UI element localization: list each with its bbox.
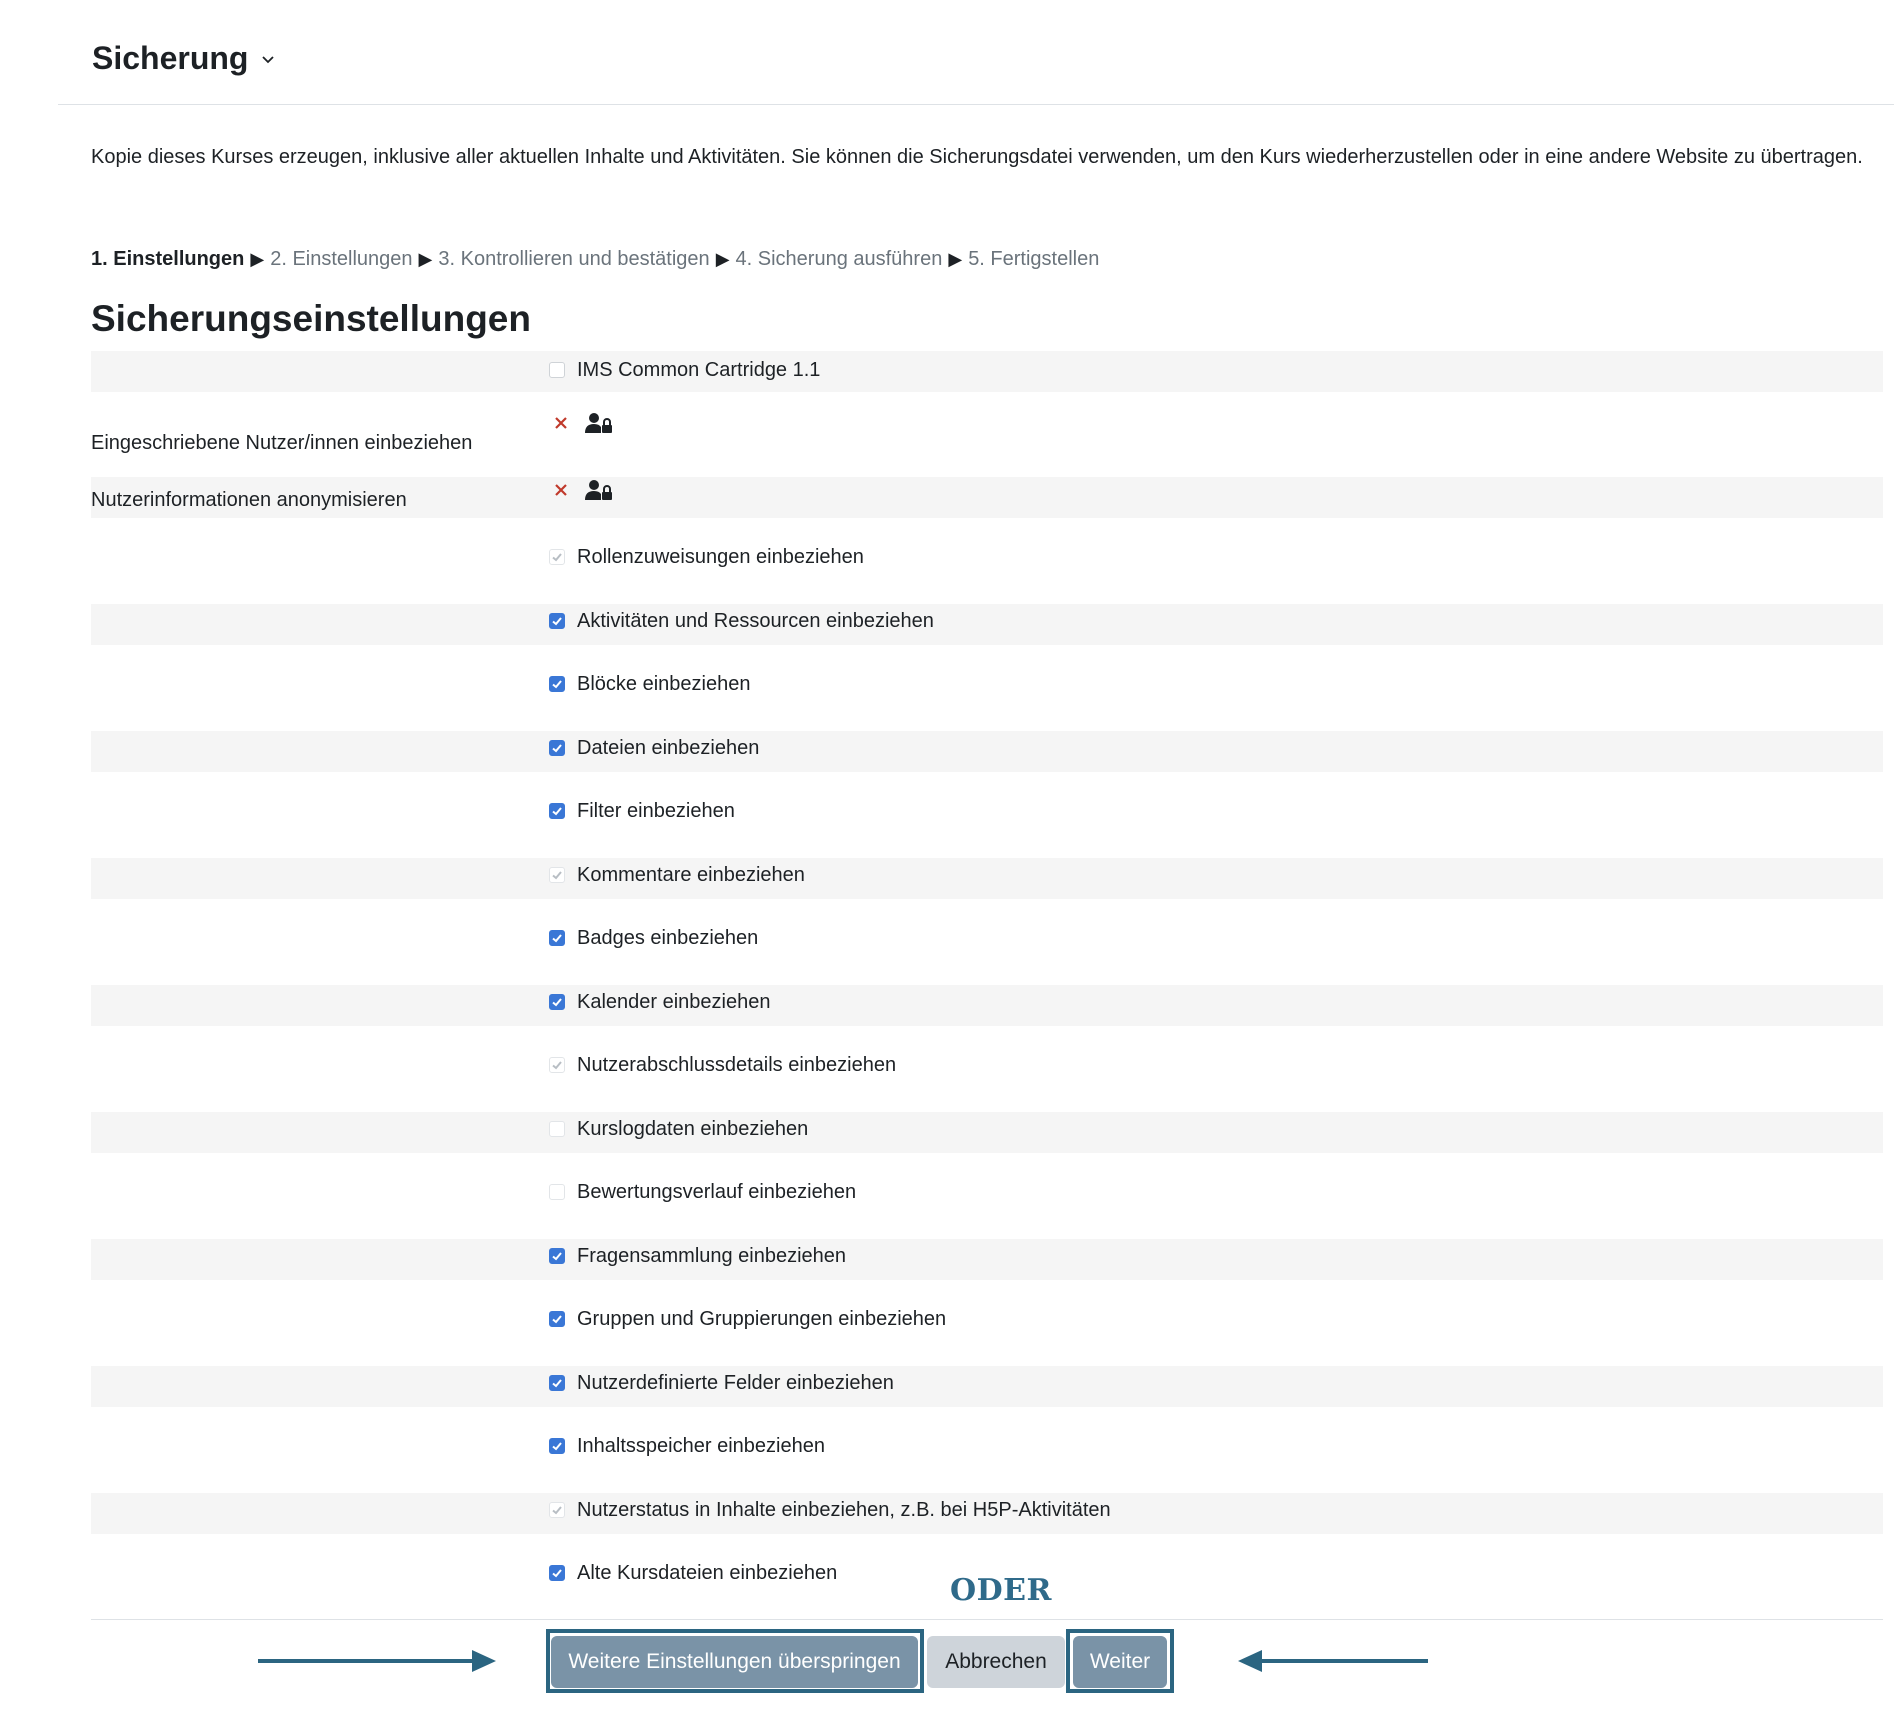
- setting-row-users: [91, 392, 1883, 477]
- setting-label: IMS Common Cartridge 1.1: [577, 358, 821, 381]
- setting-control: [549, 412, 613, 434]
- intro-text: Kopie dieses Kurses erzeugen, inklusive aller aktuellen Inhalte und Aktivitäten. Sie können die Sicherungsdatei verwenden, um den Kurs wiederherzustellen oder in eine andere Website zu übertragen.: [91, 146, 1863, 168]
- setting-label: Gruppen und Gruppierungen einbeziehen: [577, 1307, 947, 1330]
- setting-label: Kalender einbeziehen: [577, 990, 771, 1013]
- setting-label: Blöcke einbeziehen: [577, 672, 751, 695]
- setting-label: Kommentare einbeziehen: [577, 863, 805, 886]
- step-2: 2. Einstellungen: [270, 248, 413, 270]
- oder-annotation: ODER: [950, 1573, 1052, 1608]
- setting-control[interactable]: [549, 546, 864, 568]
- setting-row-calendar: [91, 985, 1883, 1026]
- setting-label: Bewertungsverlauf einbeziehen: [577, 1180, 857, 1203]
- setting-control[interactable]: [549, 359, 820, 381]
- setting-row-blocks: [91, 645, 1883, 731]
- setting-label: Alte Kursdateien einbeziehen: [577, 1561, 838, 1584]
- section-heading: Sicherungseinstellungen: [91, 298, 531, 339]
- settings-list: [91, 351, 1883, 1604]
- setting-row-customfields: [91, 1366, 1883, 1407]
- page-title: Sicherung: [92, 40, 249, 76]
- setting-control[interactable]: [549, 1054, 896, 1076]
- step-5: 5. Fertigstellen: [968, 248, 1100, 270]
- no-icon: [553, 415, 569, 431]
- skip-settings-button[interactable]: Weitere Einstellungen überspringen: [551, 1636, 918, 1688]
- setting-row-comments: [91, 858, 1883, 899]
- checkbox[interactable]: [549, 930, 565, 946]
- setting-label: Fragensammlung einbeziehen: [577, 1244, 847, 1267]
- progress-steps: [91, 248, 1099, 271]
- checkbox[interactable]: [549, 740, 565, 756]
- cancel-button[interactable]: Abbrechen: [927, 1636, 1065, 1688]
- setting-control[interactable]: [549, 800, 735, 822]
- checkbox[interactable]: [549, 1375, 565, 1391]
- checkbox[interactable]: [549, 613, 565, 629]
- setting-label: Dateien einbeziehen: [577, 736, 760, 759]
- setting-control[interactable]: [549, 1499, 1111, 1521]
- setting-label-left: Nutzerinformationen anonymisieren: [91, 489, 407, 511]
- step-arrow-icon: ▶: [250, 249, 265, 269]
- setting-control[interactable]: [549, 610, 934, 632]
- step-1: 1. Einstellungen: [91, 248, 245, 270]
- chevron-down-icon: [260, 51, 276, 67]
- page-title-dropdown[interactable]: [92, 40, 276, 77]
- next-button[interactable]: Weiter: [1073, 1636, 1167, 1688]
- checkbox[interactable]: [549, 549, 565, 565]
- checkbox[interactable]: [549, 803, 565, 819]
- checkbox[interactable]: [549, 1184, 565, 1200]
- setting-row-gradehistory: [91, 1153, 1883, 1239]
- setting-control[interactable]: [549, 1181, 856, 1203]
- setting-row-completion: [91, 1026, 1883, 1112]
- setting-control: [549, 479, 613, 501]
- step-arrow-icon: ▶: [948, 249, 963, 269]
- setting-label: Filter einbeziehen: [577, 799, 735, 822]
- setting-label: Nutzerabschlussdetails einbeziehen: [577, 1053, 897, 1076]
- checkbox[interactable]: [549, 676, 565, 692]
- checkbox[interactable]: [549, 1248, 565, 1264]
- setting-label-left: Eingeschriebene Nutzer/innen einbeziehen: [91, 432, 473, 454]
- setting-row-files: [91, 731, 1883, 772]
- setting-label: Rollenzuweisungen einbeziehen: [577, 545, 864, 568]
- setting-row-activities: [91, 604, 1883, 645]
- checkbox[interactable]: [549, 1565, 565, 1581]
- setting-row-anonymize: [91, 477, 1883, 518]
- no-icon: [553, 482, 569, 498]
- setting-row-logs: [91, 1112, 1883, 1153]
- checkbox[interactable]: [549, 1121, 565, 1137]
- checkbox[interactable]: [549, 1057, 565, 1073]
- setting-label: Nutzerstatus in Inhalte einbeziehen, z.B. bei H5P-Aktivitäten: [577, 1498, 1111, 1521]
- setting-row-xapistate: [91, 1493, 1883, 1534]
- setting-label: Kurslogdaten einbeziehen: [577, 1117, 809, 1140]
- step-arrow-icon: ▶: [715, 249, 730, 269]
- setting-control[interactable]: [549, 737, 759, 759]
- step-3: 3. Kontrollieren und bestätigen: [438, 248, 710, 270]
- setting-control[interactable]: [549, 1245, 846, 1267]
- page-header: [58, 0, 1894, 105]
- user-lock-icon: [585, 478, 613, 502]
- setting-control[interactable]: [549, 927, 758, 949]
- setting-row-filters: [91, 772, 1883, 858]
- setting-row-groups: [91, 1280, 1883, 1366]
- setting-control[interactable]: [549, 991, 771, 1013]
- form-divider: [91, 1619, 1883, 1620]
- step-arrow-icon: ▶: [418, 249, 433, 269]
- checkbox[interactable]: [549, 994, 565, 1010]
- setting-label: Badges einbeziehen: [577, 926, 759, 949]
- setting-label: Inhaltsspeicher einbeziehen: [577, 1434, 825, 1457]
- checkbox[interactable]: [549, 362, 565, 378]
- user-lock-icon: [585, 411, 613, 435]
- step-4: 4. Sicherung ausführen: [735, 248, 943, 270]
- setting-control[interactable]: [549, 673, 750, 695]
- setting-control[interactable]: [549, 1118, 808, 1140]
- setting-label: Nutzerdefinierte Felder einbeziehen: [577, 1371, 894, 1394]
- setting-label: Aktivitäten und Ressourcen einbeziehen: [577, 609, 934, 632]
- checkbox[interactable]: [549, 867, 565, 883]
- setting-control[interactable]: [549, 1372, 894, 1394]
- checkbox[interactable]: [549, 1311, 565, 1327]
- setting-control[interactable]: [549, 864, 805, 886]
- setting-control[interactable]: [549, 1308, 946, 1330]
- setting-control[interactable]: [549, 1435, 825, 1457]
- arrow-right-icon: [258, 1648, 498, 1674]
- arrow-left-icon: [1238, 1648, 1428, 1674]
- setting-row-contentbank: [91, 1407, 1883, 1493]
- setting-row-questionbank: [91, 1239, 1883, 1280]
- setting-row-roles: [91, 518, 1883, 604]
- setting-row-ims: [91, 351, 1883, 392]
- setting-control[interactable]: [549, 1562, 837, 1584]
- checkbox[interactable]: [549, 1438, 565, 1454]
- setting-row-badges: [91, 899, 1883, 985]
- checkbox[interactable]: [549, 1502, 565, 1518]
